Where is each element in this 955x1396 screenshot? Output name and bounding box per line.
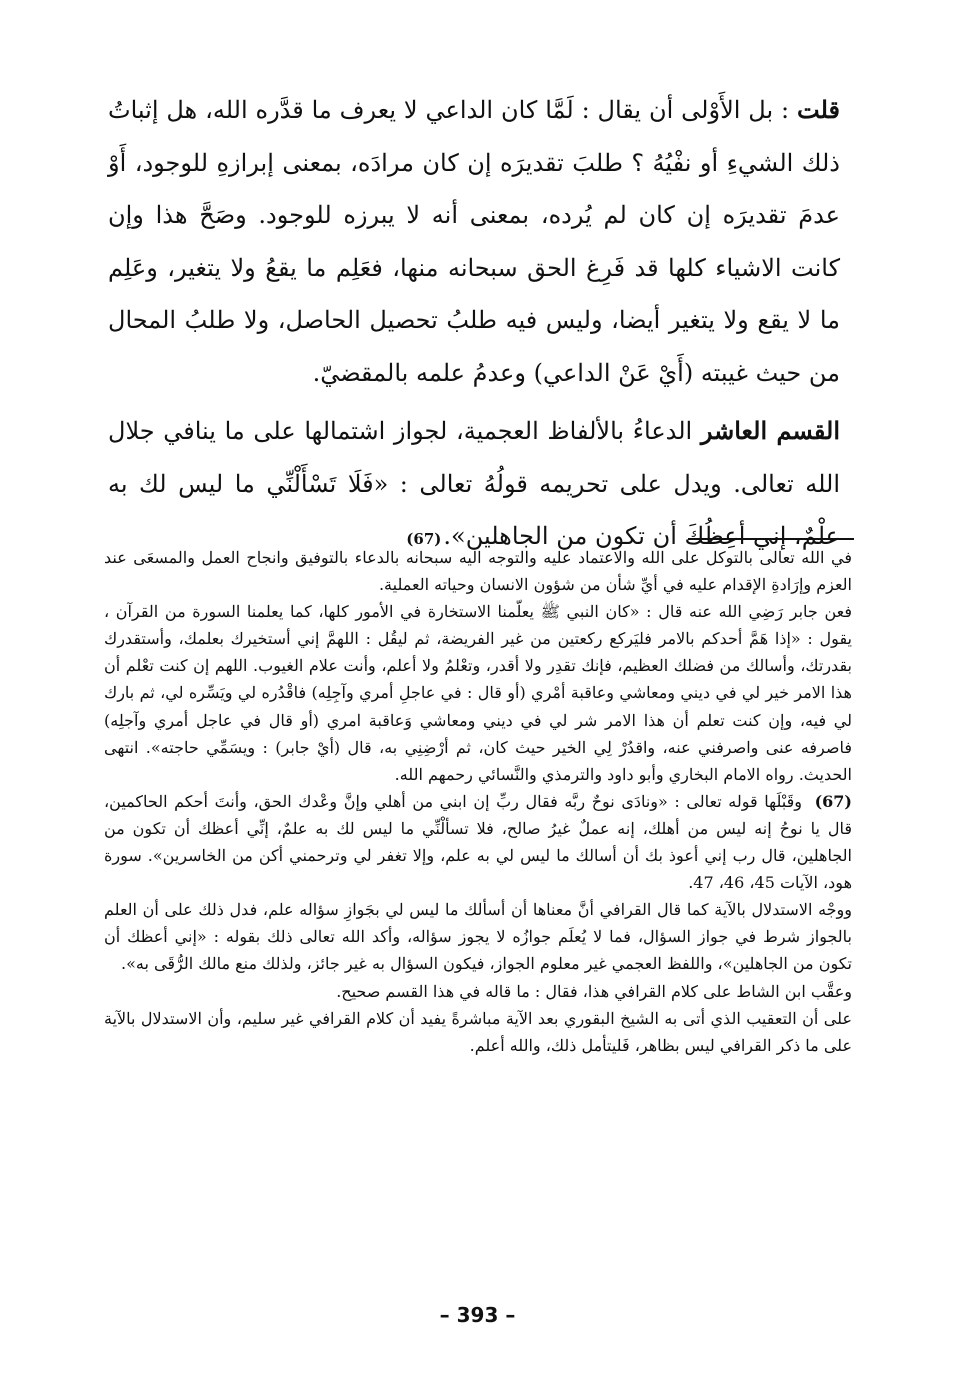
footnote-67 xyxy=(104,788,852,896)
paragraph-1-text: : بل الأَوْلى أن يقال : لَمَّا كان الداعي لا يعرف ما قدَّره الله، هل إثباتُ ذلك الشيءِ أو نفْيُهُ ؟ طلبَ تقديرَه إن كان مرادَه، بمعنى إبرازهِ للوجود، أَوْ عدمَ تقديرَه إن كان لم يُرده، بمعنى أنه لا يبرزه للوجود. وصَحَّ هذا وإن كانت الاشياء كلها قد فَرِغ الحق سبحانه منها، فعَلِم ما يقعُ ولا يتغير، وعَلِم ما لا يقع ولا يتغير أيضا، وليس فيه طلبُ تحصيل الحاصل، ولا طلبُ المحال من حيث غيبته (أَيْ عَنْ الداعي) وعدمُ علمه بالمقضيّ. xyxy=(108,96,840,387)
footnote-hadith: فعن جابر رَضِي الله عنه قال : «كان النبي ﷺ يعلّمنا الاستخارة في الأمور كلها، كما يعلمنا السورة من القرآن ، يقول : «إذا هَمَّ أحدكم بالامر فليَركع ركعتين من غير الفريضة، ثم ليقُل : اللهمَّ إني أستخيرك بعلمك، وأستقدرك بقدرتك، وأسالك من فضلك العظيم، فإنك تقدِر ولا أقدر، وتعْلمُ ولا أعلم، وأنت علام الغيوب. اللهم إن كنت تعْلم أن هذا الامر خير لي في ديني ومعاشي وعاقبة أمْري (أو قال : في عاجلِ أمري وآجِلِه) فاقْدُره لي ويَسِّره لي، ثم بارك لي فيه، وإن كنت تعلم أن هذا الامر شر لي في ديني ومعاشي وَعاقبة امري (أو قال في عاجل أمري وآجلِه) فاصرفه عنى واصرفني عنه، واقدُرْ لِي الخير حيث كان، ثم أرْضِنِي به، قال (أيْ جابر) : ويسَمِّي حاجته». انتهى الحديث. رواه الامام البخاري وأبو داود والترمذي والنَّسائي رحمهم الله. xyxy=(104,602,852,784)
footnote-67-number: (67) xyxy=(814,791,852,811)
footnote-separator xyxy=(688,538,854,540)
paragraph-1 xyxy=(108,84,840,399)
paragraph-2-text: الدعاءُ بالألفاظ العجمية، لجواز اشتمالها على ما ينافي جلال الله تعالى. ويدل على تحريمه قولُهُ تعالى : «فَلَا تَسْأَلْنِّي ما ليس لك به علْمٌ، إني أعِظُكَ أن تكون من الجاهلين». xyxy=(108,417,840,550)
footnote-reference-67: (67) xyxy=(406,530,442,548)
page-number: – 393 – xyxy=(439,1303,516,1327)
footnote-67-comment: وعقَّب ابن الشاط على كلام القرافي هذا، فقال : ما قاله في هذا القسم صحيح. xyxy=(336,981,852,1001)
footnote-continuation: في الله تعالى بالتوكل على الله والاعتماد عليه والتوجه اليه سبحانه بالدعاء بالتوفيق وانجاح العمل والمسعَى عند العزم وإرَادةِ الإقدام عليه في أيِّ شأن من شؤون الانسان وحياته العملية. xyxy=(104,548,852,595)
paragraph-1-keyword: قلت xyxy=(797,95,840,124)
main-text xyxy=(108,84,840,566)
footnote-67-conclusion: على أن التعقيب الذي أتى به الشيخ البقوري بعد الآية مباشرةً يفيد أن كلام القرافي غير سليم، وأن الاستدلال بالآية على ما ذكر القرافي ليس بظاهر، فَليتأمل ذلك، والله أعلم. xyxy=(104,1008,852,1055)
paragraph-2 xyxy=(108,405,840,566)
footnotes xyxy=(104,544,852,1059)
footnote-67-argument: ووجْه الاستدلال بالآية كما قال القرافي أنَّ معناها أن أسألك ما ليس لي بجَوازِ سؤاله علم، فدل ذلك على أن العلم بالجواز شرط في جواز السؤال، فما لا يُعلَم جوازُه لا يجوز سؤاله، وأكد الله تعالى ذلك بقوله : «إني أعظك أن تكون من الجاهلين»، واللفظ العجمي غير معلوم الجواز، فيكون السؤال به غير جائز، ولذلك منع مالك الرُّقَى به». xyxy=(104,900,852,974)
footnote-67-text: وقَبْلَها قوله تعالى : «ونادَى نوحٌ ربَّه فقال ربِّ إن ابني من أهلي وإنَّ وعْدك الحق، وأنتَ أحكم الحاكمين، قال يا نوحُ إنه ليس من أهلك، إنه عملٌ غيرُ صالح، فلا تسألْنِّي ما ليس لك به علمٌ، إنِّي أعظك أن تكون من الجاهلين، قال رب إني أعوذ بك أن أسالك ما ليس لي به علم، وإلا تغفر لي وترحمني أكن من الخاسرين». سورة هود، الآيات 45، 46، 47. xyxy=(104,791,852,893)
paragraph-2-keyword: القسم العاشر xyxy=(700,416,840,445)
